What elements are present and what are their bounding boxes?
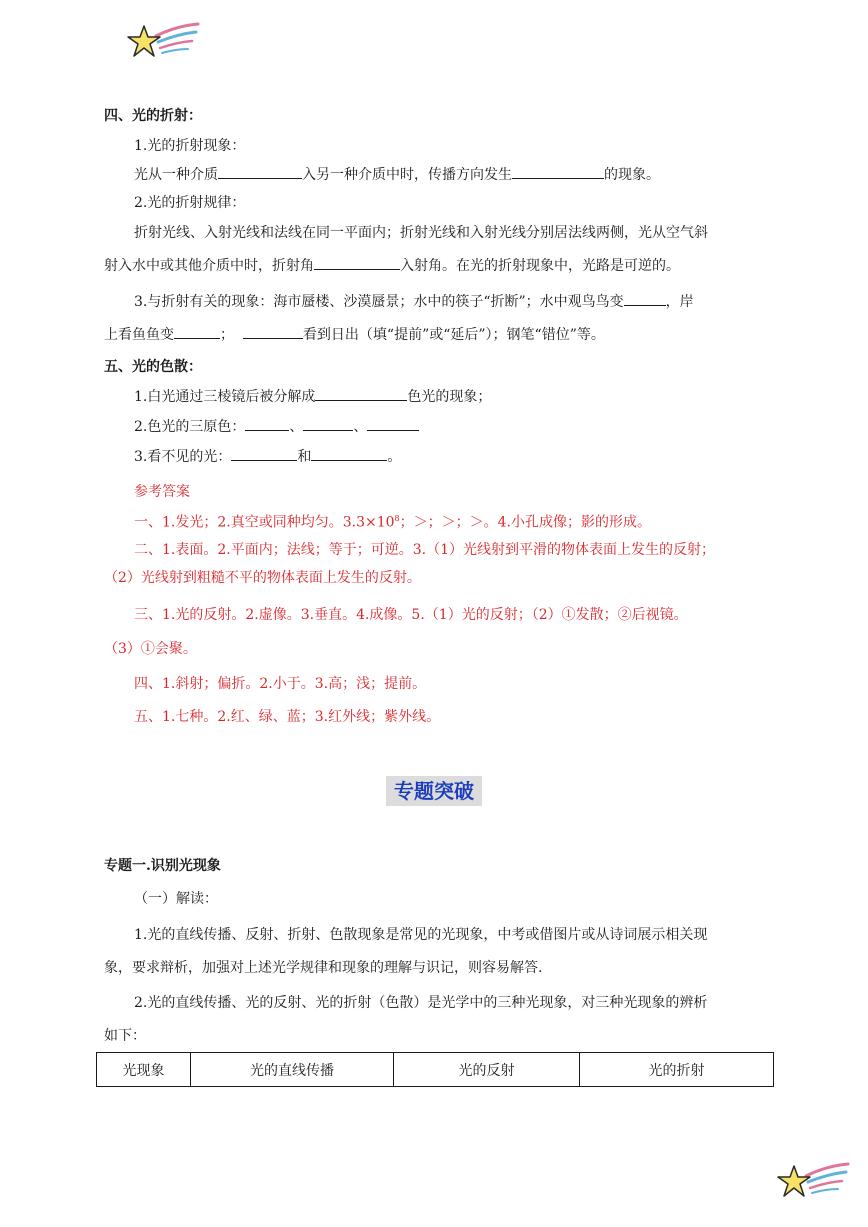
answer-line: 五、1.七种。2.红、绿、蓝；3.红外线；紫外线。 — [134, 709, 441, 725]
fill-blank — [311, 446, 387, 461]
table-header-cell: 光的直线传播 — [191, 1053, 394, 1087]
text-line: 2.光的直线传播、光的反射、光的折射（色散）是光学中的三种光现象，对三种光现象的辨析 — [134, 995, 708, 1011]
fill-blank — [218, 164, 302, 179]
answer-line: 三、1.光的反射。2.虚像。3.垂直。4.成像。5.（1）光的反射；（2）①发散；②后视镜。 — [134, 607, 688, 623]
table-header-cell: 光的反射 — [394, 1053, 580, 1087]
answer-line: （3）①会聚。 — [104, 641, 197, 657]
table-header-cell: 光的折射 — [580, 1053, 774, 1087]
text-line: 3.看不见的光： 和 。 — [134, 446, 401, 467]
fill-blank — [315, 386, 407, 401]
fill-blank — [231, 446, 297, 461]
section-heading: 四、光的折射： — [104, 108, 202, 124]
text-line: （一）解读： — [134, 891, 218, 907]
text-line: 2.光的折射规律： — [134, 195, 246, 211]
text-line: 2.色光的三原色： 、 、 — [134, 416, 419, 437]
section-heading: 五、光的色散： — [104, 359, 202, 375]
answers-heading: 参考答案 — [134, 484, 190, 500]
fill-blank — [245, 416, 289, 431]
fill-blank — [314, 255, 400, 270]
fill-blank — [367, 416, 419, 431]
star-icon — [126, 16, 200, 64]
table-row — [97, 1053, 774, 1087]
table-header-cell: 光现象 — [97, 1053, 191, 1087]
text-line: 射入水中或其他介质中时，折射角 入射角。在光的折射现象中，光路是可逆的。 — [104, 255, 680, 276]
fill-blank — [624, 291, 666, 306]
answer-line: （2）光线射到粗糙不平的物体表面上发生的反射。 — [104, 570, 421, 586]
text-line: 1.白光通过三棱镜后被分解成 色光的现象； — [134, 386, 491, 407]
text-line: 1.光的直线传播、反射、折射、色散现象是常见的光现象，中考或借图片或从诗词展示相关现 — [134, 927, 708, 943]
topic-subheading: 专题一.识别光现象 — [104, 858, 221, 874]
text-line: 象，要求辩析，加强对上述光学规律和现象的理解与识记，则容易解答. — [104, 960, 543, 976]
fill-blank — [303, 416, 353, 431]
text-line: 3.与折射有关的现象：海市蜃楼、沙漠蜃景；水中的筷子“折断”；水中观鸟鸟变 ，岸 — [134, 291, 694, 312]
text-line: 折射光线、入射光线和法线在同一平面内；折射光线和入射光线分别居法线两侧，光从空气斜 — [134, 225, 708, 241]
fill-blank — [174, 324, 220, 339]
answer-line: 一、1.发光；2.真空或同种均匀。$3.3\times 10^8$；＞；＞；＞。4.小孔成像；影的形成。 — [134, 514, 651, 531]
answer-line: 二、1.表面。2.平面内；法线；等于；可逆。3.（1）光线射到平滑的物体表面上发生的反射； — [134, 542, 715, 558]
text-line: 上看鱼鱼变 ； 看到日出（填“提前”或“延后”）；钢笔“错位”等。 — [104, 324, 605, 345]
fill-blank — [243, 324, 303, 339]
answer-line: 四、1.斜射；偏折。2.小于。3.高；浅；提前。 — [134, 676, 427, 692]
topic-title: 专题突破 — [386, 776, 482, 806]
text-line: 光从一种介质 入另一种介质中时，传播方向发生 的现象。 — [134, 164, 660, 185]
star-icon — [776, 1156, 850, 1204]
text-line: 如下： — [104, 1028, 146, 1044]
text-line: 1.光的折射现象： — [134, 138, 246, 154]
comparison-table — [96, 1052, 774, 1087]
fill-blank — [512, 164, 604, 179]
